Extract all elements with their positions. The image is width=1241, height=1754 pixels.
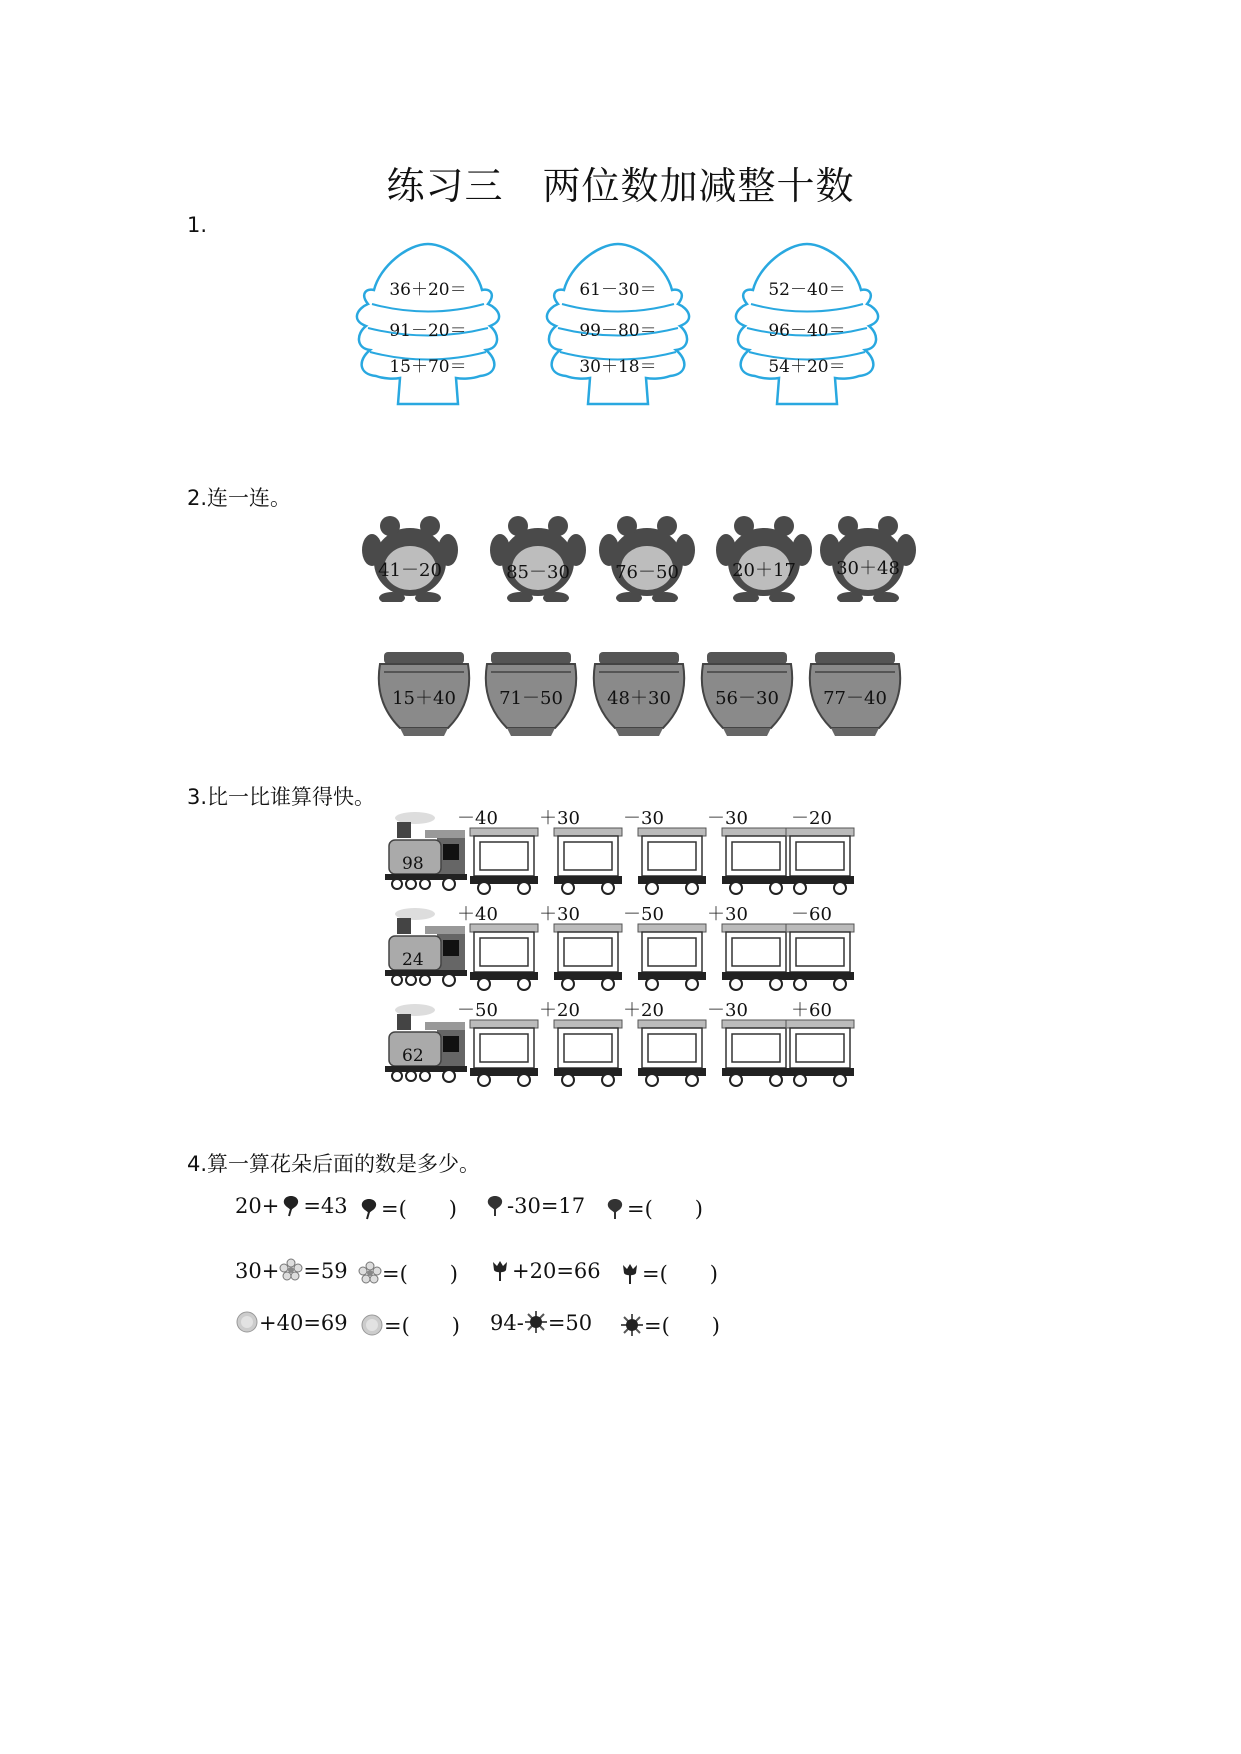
equation-text: =59 xyxy=(303,1259,348,1283)
equation-text: =50 xyxy=(547,1311,593,1335)
flower-equation xyxy=(235,1310,348,1335)
train-operation: ＋30 xyxy=(707,904,748,925)
answer-blank[interactable]: =( ) xyxy=(627,1197,703,1221)
bear-label: 85－30 xyxy=(506,562,570,583)
tulip-icon xyxy=(618,1261,642,1285)
train-start-number: 62 xyxy=(402,1046,424,1066)
train-operation: －30 xyxy=(707,1000,748,1021)
flower-answer xyxy=(620,1310,720,1340)
train-operation: －20 xyxy=(791,808,832,829)
round-flower-icon xyxy=(235,1310,259,1334)
equation-text: -30=17 xyxy=(507,1194,586,1218)
bear-label: 30＋48 xyxy=(836,558,900,579)
bear-icon xyxy=(488,512,588,602)
sunflower-icon xyxy=(524,1310,548,1334)
flower-answer xyxy=(358,1258,458,1288)
train-row xyxy=(385,1002,855,1092)
tree-equation: 99－80＝ xyxy=(579,321,657,341)
train-operation: ＋30 xyxy=(539,904,580,925)
train-row xyxy=(385,906,855,996)
answer-blank[interactable]: =( ) xyxy=(384,1314,460,1338)
bear-label: 76－50 xyxy=(615,562,679,583)
tree-equation: 54＋20＝ xyxy=(768,357,846,377)
flower-equation xyxy=(483,1193,585,1218)
train-icon xyxy=(385,1002,855,1092)
locomotive-icon xyxy=(385,812,467,890)
train-operation: －60 xyxy=(791,904,832,925)
answer-blank[interactable]: =( ) xyxy=(381,1197,457,1221)
train-row xyxy=(385,810,855,900)
rose-icon xyxy=(357,1196,381,1220)
bear-card[interactable] xyxy=(360,512,460,602)
flower-equation xyxy=(235,1258,348,1283)
tree-2 xyxy=(538,238,698,408)
round-flower-icon xyxy=(360,1313,384,1337)
bear-label: 41－20 xyxy=(378,560,442,581)
jar-card[interactable] xyxy=(697,648,797,738)
q4-label: 4.算一算花朵后面的数是多少。 xyxy=(187,1152,481,1176)
answer-blank[interactable]: =( ) xyxy=(644,1314,720,1338)
train-operation: －30 xyxy=(707,808,748,829)
daisy-icon xyxy=(358,1261,382,1285)
flower-equation xyxy=(235,1193,348,1218)
jar-label: 77－40 xyxy=(823,688,887,709)
train-operation: －50 xyxy=(623,904,664,925)
train-icon xyxy=(385,810,855,900)
jar-card[interactable] xyxy=(481,648,581,738)
bear-label: 20＋17 xyxy=(732,560,796,581)
bear-card[interactable] xyxy=(597,512,697,602)
tree-equation: 15＋70＝ xyxy=(389,357,467,377)
flower-answer xyxy=(618,1258,718,1288)
bear-card[interactable] xyxy=(714,512,814,602)
train-operation: ＋30 xyxy=(539,808,580,829)
sunflower-icon xyxy=(620,1313,644,1337)
rose-icon xyxy=(483,1193,507,1217)
rose-icon xyxy=(279,1193,303,1217)
q3-label: 3.比一比谁算得快。 xyxy=(187,785,376,809)
equation-text: +20=66 xyxy=(512,1259,601,1283)
equation-text: 20+ xyxy=(235,1194,280,1218)
train-operation: ＋60 xyxy=(791,1000,832,1021)
q2-label: 2.连一连。 xyxy=(187,486,292,510)
train-operation: －30 xyxy=(623,808,664,829)
flower-answer xyxy=(603,1193,703,1223)
train-icon xyxy=(385,906,855,996)
rose-icon xyxy=(603,1196,627,1220)
jar-card[interactable] xyxy=(589,648,689,738)
tree-equation: 91－20＝ xyxy=(389,321,467,341)
locomotive-icon xyxy=(385,1004,467,1082)
jar-card[interactable] xyxy=(805,648,905,738)
tree-equation: 30＋18＝ xyxy=(579,357,657,377)
tree-equation: 96－40＝ xyxy=(768,321,846,341)
tulip-icon xyxy=(488,1258,512,1282)
train-operation: ＋20 xyxy=(539,1000,580,1021)
jar-card[interactable] xyxy=(374,648,474,738)
bear-icon xyxy=(597,512,697,602)
flower-answer xyxy=(357,1193,457,1223)
train-operation: ＋40 xyxy=(457,904,498,925)
bear-card[interactable] xyxy=(818,512,918,602)
page-title: 练习三 两位数加减整十数 xyxy=(386,164,855,208)
train-operation: －50 xyxy=(457,1000,498,1021)
answer-blank[interactable]: =( ) xyxy=(642,1262,718,1286)
bear-card[interactable] xyxy=(488,512,588,602)
train-operation: ＋20 xyxy=(623,1000,664,1021)
tree-3 xyxy=(727,238,887,408)
jar-label: 71－50 xyxy=(499,688,563,709)
flower-equation xyxy=(488,1258,601,1283)
equation-text: =43 xyxy=(303,1194,348,1218)
equation-text: +40=69 xyxy=(259,1311,348,1335)
tree-equation: 52－40＝ xyxy=(768,280,846,300)
daisy-icon xyxy=(279,1258,303,1282)
train-start-number: 98 xyxy=(402,854,424,874)
tree-equation: 61－30＝ xyxy=(579,280,657,300)
jar-label: 56－30 xyxy=(715,688,779,709)
locomotive-icon xyxy=(385,908,467,986)
answer-blank[interactable]: =( ) xyxy=(382,1262,458,1286)
flower-answer xyxy=(360,1310,460,1340)
tree-equation: 36＋20＝ xyxy=(389,280,467,300)
equation-text: 94- xyxy=(490,1311,524,1335)
jar-label: 48＋30 xyxy=(607,688,671,709)
equation-text: 30+ xyxy=(235,1259,280,1283)
jar-label: 15＋40 xyxy=(392,688,456,709)
train-operation: －40 xyxy=(457,808,498,829)
train-start-number: 24 xyxy=(402,950,424,970)
tree-1 xyxy=(348,238,508,408)
flower-equation xyxy=(490,1310,592,1335)
q1-label: 1. xyxy=(187,213,208,237)
